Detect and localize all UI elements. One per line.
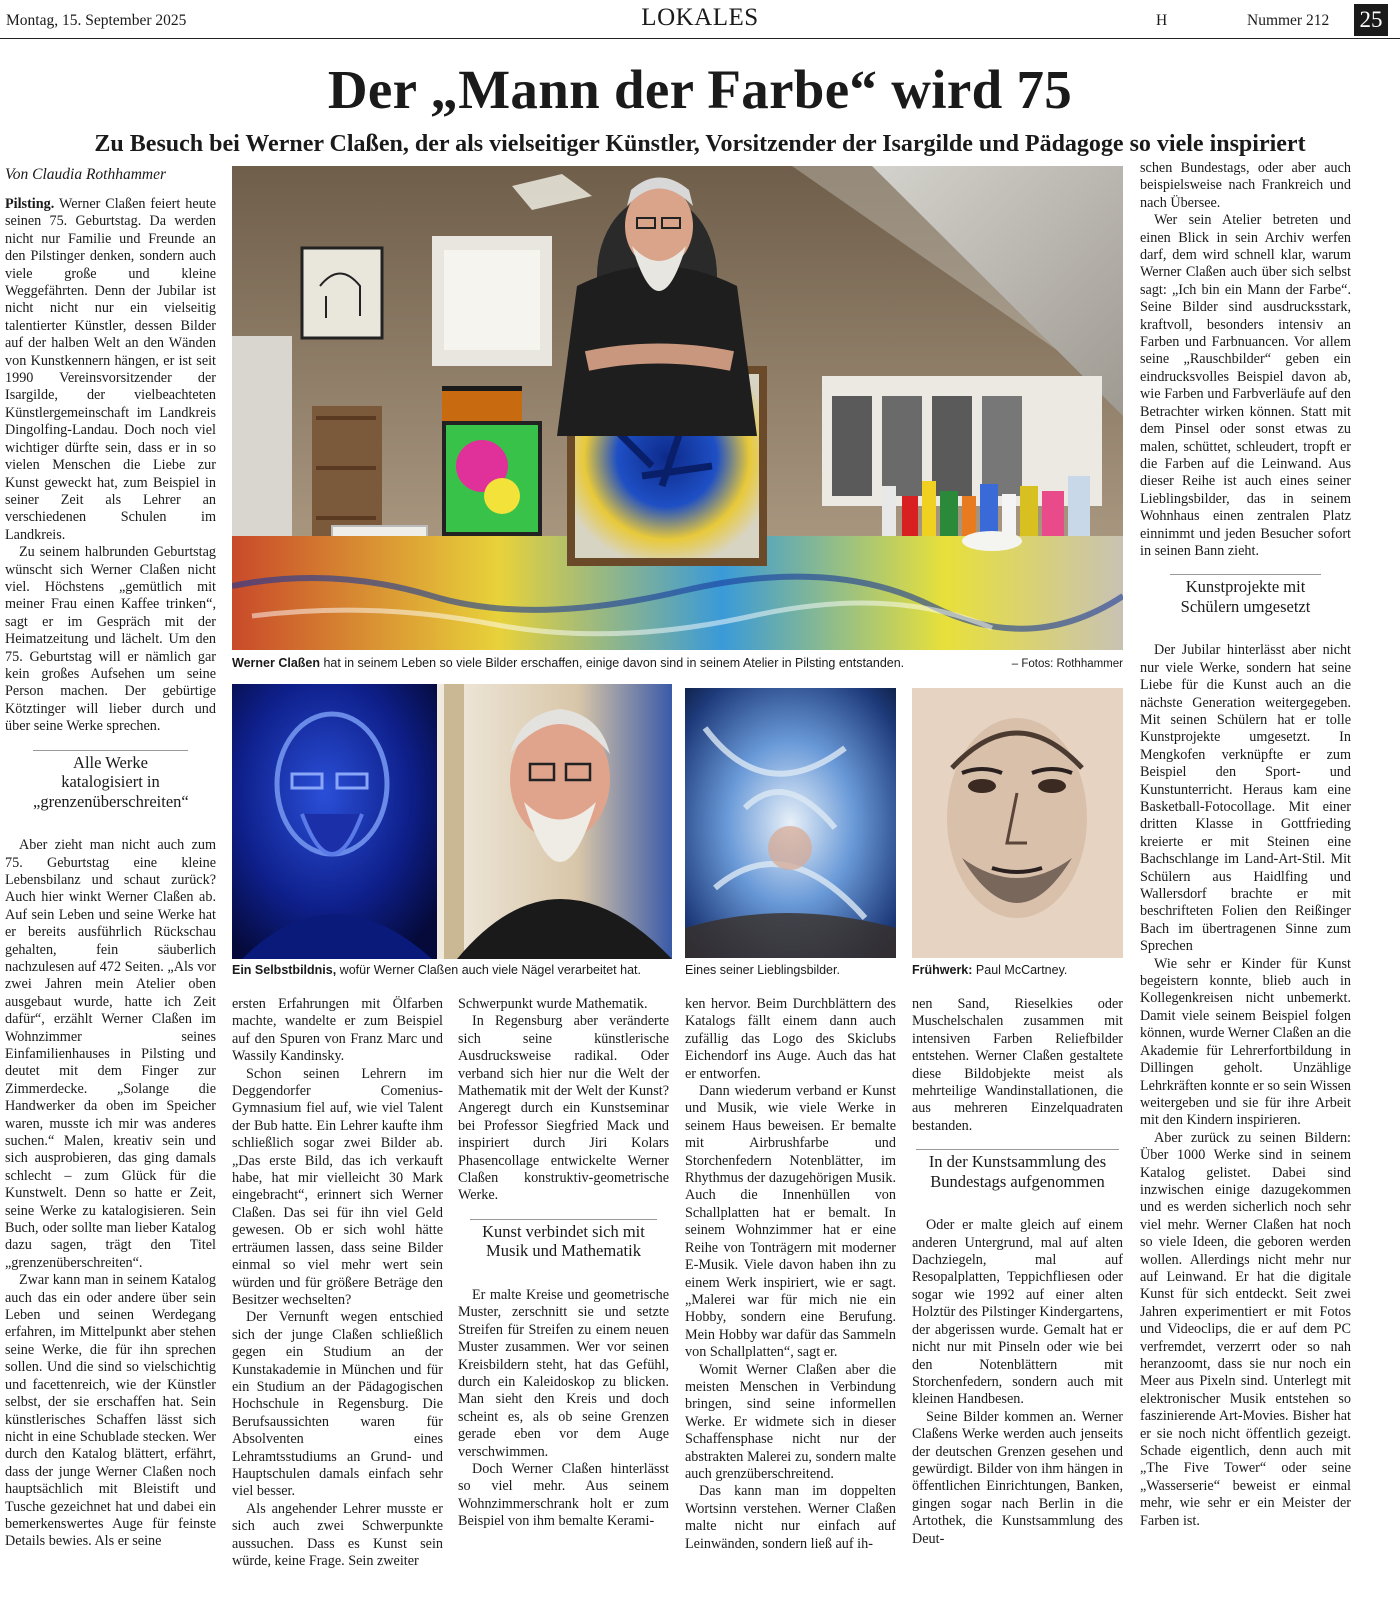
caption-text: wofür Werner Claßen auch viele Nägel verarbeitet hat. [336,963,641,977]
main-photo-studio [232,166,1123,650]
page-number-badge: 25 [1354,4,1388,36]
self-portrait-caption [232,963,677,978]
paragraph: schen Bundestags, oder aber auch beispielsweise nach Frankreich und nach Übersee. [1140,160,1351,211]
caption-bold-lead: Ein Selbstbildnis, [232,963,337,977]
paragraph: Zu seinem halbrunden Geburtstag wünscht sich Werner Claßen nicht viel. Höchstens „gemütlich mit meiner Frau einen Kaffee trinken“, sagt er im Gespräch mit der Heimatzeitung und lächelt. Um den 75. Geburtstag will er nämlich gar kein großes Aufsehen um seine Person machen. Der gebürtige Kötztinger will lieber durch und über seine Werke sprechen. [5,544,216,735]
main-photo-caption [232,656,992,671]
byline: Von Claudia Rothhammer [5,166,167,183]
paragraph: Oder er malte gleich auf einem anderen Untergrund, mal auf alten Dachziegeln, mal auf Resopalplatten, Teppichfliesen oder sogar wie 1992 auf einer alten Holztür des Pilstinger Kindergartens, der abgerissen wurde. Gemalt hat er nicht nur mit Pinseln oder wie bei den Notenblättern mit Storchenfedern, sondern auch mit kleinen Handbesen. [912,1217,1123,1408]
paragraph: Der Jubilar hinterlässt aber nicht nur viele Werke, sondern hat seine Liebe für die Kunst auch an die nächste Generation weitergegeben. Mit seinen Schülern hat er tolle Kunstprojekte umgesetzt. In Mengkofen verknüpfte er zum Beispiel den Sport- und Kunstunterricht. Heraus kam eine Basketball-Fotocollage. Mit einer dritten Klasse in Gottfrieding kreierte er mit Steinen eine Bachschlange im Land-Art-Stil. Mit Schülern aus Haidlfing und Wallersdorf brachte er mit beschrifteten Folien den Reißinger Bach im übertragenen Sinne zum Sprechen [1140,642,1351,955]
paragraph: Schwerpunkt wurde Mathematik. [458,996,648,1012]
favorite-painting-caption: Eines seiner Lieblingsbilder. [685,963,840,977]
subheading: Kunstprojekte mit Schülern umgesetzt [1170,574,1321,616]
paragraph: Wie sehr er Kinder für Kunst begeistern konnte, blieb auch in Kollegenkreisen nicht unbemerkt. Damit viele seinem Beispiel folgen können, wurde Werner Claßen an die Akademie für Lehrerfortbildung in Dillingen geholt. Unzählige Lehrkräften konnte er so sein Wissen weitergeben und sie für ihre Arbeit mit den Kindern inspirieren. [1140,955,1351,1129]
article-subheadline: Zu Besuch bei Werner Claßen, der als vielseitiger Künstler, Vorsitzender der Isargilde und Pädagoge so viele inspiriert [94,131,1306,157]
paragraph: Der Vernunft wegen entschied sich der junge Claßen schließlich gegen ein Studium an der Kunstakademie in München und für ein Studium an der Pädagogischen Hochschule in Regensburg. Die Berufsaussichten waren für Absolventen eines Lehramtsstudiums an Grund- und Hauptschulen damals einfach sehr viel besser. [232,1309,443,1500]
caption-bold-lead: Werner Claßen [232,656,320,670]
paragraph: nen Sand, Rieselkies oder Muschelschalen zusammen mit intensiven Farben Reliefbilder entstehen. Werner Claßen gestaltete diese Bildobjekte meist als mehrteilige Wandinstallationen, die aus mehreren Einzelquadraten bestanden. [912,996,1123,1134]
paragraph [5,196,216,544]
issue-number: Nummer 212 [1247,12,1330,29]
article-headline: Der „Mann der Farbe“ wird 75 [327,59,1073,120]
article-column-4 [685,996,896,1608]
photo-credit: – Fotos: Rothhammer [1011,658,1123,670]
article-column-6 [1140,160,1351,1608]
paragraph: Zwar kann man in seinem Katalog auch das ein oder andere über sein Leben und seinen Werdegang erfahren, im Mittelpunkt aber stehen seine Werke, die für ihn sprechen sollen. Und die sind so vielschichtig und facettenreich, wie der Künstler selbst, der sie erschaffen hat. Sein künstlerisches Schaffen lässt sich nicht in eine Schublade stecken. Wer durch den Katalog blättert, erfährt, dass der junge Werner Claßen noch hauptsächlich mit Bleistift und Tusche gezeichnet hat und dabei ein bemerkenswertes Auge für feinste Details bewies. Als er seine [5,1272,216,1550]
edition-letter: H [1156,12,1168,29]
early-work-caption [912,963,1127,978]
subheading: Kunst verbindet sich mit Musik und Mathematik [470,1219,657,1261]
self-portrait-photo [232,684,672,959]
article-column-5 [912,996,1123,1608]
paragraph: Womit Werner Claßen aber die meisten Menschen in Verbindung bringen, sind seine informellen Werke. Er widmete sich in dieser Schaffensphase nicht nur der abstrakten Malerei zu, sondern malte auch grenzüberschreitend. [685,1361,896,1482]
paragraph: Schon seinen Lehrern im Deggendorfer Comenius-Gymnasium fiel auf, wie viel Talent der Bub hatte. Ein Lehrer kaufte ihm schließlich sogar zwei Bilder ab. „Das erste Bild, das ich verkauft habe, hat mir vielleicht 30 Mark eingebracht“, erinnert sich Werner Claßen. Das sei für ihn viel Geld gewesen. Ob er sich wohl hätte erträumen lassen, dass seine Bilder einmal so viel mehr wert sein würden und für größere Beträge den Besitzer wechselten? [232,1065,443,1308]
paragraph: Das kann man im doppelten Wortsinn verstehen. Werner Claßen malte nicht nur einfach auf Leinwänden, sondern ließ auf ih- [685,1483,896,1552]
caption-bold-lead: Frühwerk: [912,963,973,977]
pencil-portrait-illustration [912,688,1123,958]
article-column-1 [5,196,216,1608]
paragraph: ken hervor. Beim Durchblättern des Katalogs fällt einem dann auch zufällig das Logo des Skiclubs Eichendorf ins Auge. Auch das hat er entworfen. [685,996,896,1082]
paragraph: Als angehender Lehrer musste er sich auch zwei Schwerpunkte aussuchen. Dass es Kunst sein würde, keine Frage. Sein zweiter [232,1500,443,1569]
dateline: Pilsting. [5,196,55,212]
subheading: In der Kunstsammlung des Bundestags aufgenommen [916,1149,1119,1191]
paragraph: Aber zurück zu seinen Bildern: Über 1000 Werke sind in seinem Katalog gelistet. Dabei sind inzwischen einige dazugekommen und es werden sicherlich noch sehr viel mehr. Werner Claßen hat noch so viele Ideen, die geboren werden wollen. Allerdings nicht mehr nur auf Leinwand. Er hat die digitale Kunst für sich entdeckt. Seit zwei Jahren experimentiert er mit Fotos und Videoclips, die er auf dem PC verfremdet, verzerrt oder so nah heranzoomt, dass sie nur noch ein Meer aus Pixeln sind. Unterlegt mit elektronischer Musik entstehen so faszinierende Art-Movies. Bisher hat er sie noch nicht öffentlich gezeigt. Schade eigentlich, denn auch mit „The Five Tower“ oder seine „Wasserserie“ beweist er einmal mehr, wie sehr er ein Meister der Farben ist. [1140,1129,1351,1529]
issue-date: Montag, 15. September 2025 [6,12,187,29]
abstract-painting-illustration [685,688,896,958]
paragraph: ersten Erfahrungen mit Ölfarben machte, wandelte er zum Beispiel auf den Spuren von Franz Marc und Wassily Kandinsky. [232,996,443,1065]
early-work-photo [912,688,1123,958]
paragraph: Aber zieht man nicht auch zum 75. Geburtstag eine kleine Lebensbilanz und schaut zurück? Auch hier winkt Werner Claßen ab. Auf sein Leben und seine Werke hat er bereits ausführlich Rückschau gehalten, fein säuberlich nachzulesen auf 472 Seiten. „Als vor zwei Jahren mein Atelier oben ausgebaut wurde, hatte ich Zeit dafür“, erzählt Werner Claßen im Wohnzimmer seines Einfamilienhauses in Pilsting und deutet mit dem Finger zur Zimmerdecke. „Solange die Handwerker da oben im Speicher waren, musste ich mir was anderes suchen.“ Malen, kreativ sein und sich ausprobieren, das ging damals schlecht – zum Glück für die Kunstwelt. Denn so hatte er Zeit, seine Werke zu katalogisieren. Sein Buch, oder sollte man lieber Katalog dazu sagen, trägt den Titel „grenzenüberschreiten“. [5,837,216,1271]
article-column-2 [232,996,443,1608]
studio-photo-illustration [232,166,1123,650]
paragraph: Wer sein Atelier betreten und einen Blick in sein Archiv werfen darf, dem wird schnell klar, warum Werner Claßen auch über sich selbst sagt: „Ich bin ein Mann der Farbe“. Seine Bilder sind ausdrucksstark, kraftvoll, besonders intensiv an Farben und Farbnuancen. Vor allem seine „Rauschbilder“ geben ein eindrucksvolles Beispiel davon ab, wie Farben und Farbverläufe auf den Betrachter wirken können. Statt mit dem Pinsel oder sonst etwas zu malen, schüttet, schleudert, tropft er die Farben auf die Leinwand. Aus dieser Reihe ist auch eines seiner Lieblingsbilder, das in seinem Wohnhaus einen zentralen Platz einnimmt und jeden Besucher sofort in seinen Bann zieht. [1140,212,1351,559]
caption-text: hat in seinem Leben so viele Bilder erschaffen, einige davon sind in seinem Atelier in Pilsting entstanden. [320,656,905,670]
favorite-painting-photo [685,688,896,958]
self-portrait-illustration [232,684,672,959]
paragraph: Er malte Kreise und geometrische Muster, zerschnitt sie und setzte Streifen für Streifen zu einem neuen Muster zusammen. Wer vor seinen Kreisbildern steht, hat das Gefühl, durch ein Kaleidoskop zu blicken. Man sieht den Kreis und doch scheint es, als ob seine Grenzen gerade eben vor dem Auge verschwimmen. [458,1286,669,1460]
paragraph-text: Werner Claßen feiert heute seinen 75. Geburtstag. Da werden nicht nur Familie und Freunde an den Pilstinger denken, sondern auch viele große und kleine Weggefährten. Denn der Jubilar ist nicht nicht nur ein vielseitig talentierter Künstler, dessen Bilder auf der halben Welt an den Wänden von Kunstkennern hängen, er ist seit 1990 Vereinsvorsitzender der Isargilde, der vielbeachteten Künstlergemeinschaft im Landkreis Dingolfing-Landau. Doch noch viel wichtiger dürfte sein, dass er in so vielen Menschen die Liebe zur Kunst geweckt hat, zum Beispiel in seiner Zeit als Lehrer an verschiedenen Schulen im Landkreis. [5,196,216,543]
article-column-3 [458,996,669,1608]
section-title: LOKALES [641,4,759,31]
paragraph: Seine Bilder kommen an. Werner Claßens Werke werden auch jenseits der deutschen Grenzen gesehen und gewürdigt. Bilder von ihm hängen in öffentlichen Einrichtungen, Banken, gingen sogar nach Berlin in die Artothek, die Kunstsammlung des Deut- [912,1408,1123,1547]
paragraph: Doch Werner Claßen hinterlässt so viel mehr. Aus seinem Wohnzimmerschrank holt er zum Beispiel von ihm bemalte Kerami- [458,1460,669,1530]
caption-text: Paul McCartney. [972,963,1068,977]
paragraph: Dann wiederum verband er Kunst und Musik, wie viele Werke in seinem Haus beweisen. Er bemalte mit Airbrushfarbe und Storchenfedern Notenblätter, im Rhythmus der dazugehörigen Musik. Auch die Innenhüllen von Schallplatten hat er bemalt. In seinem Wohnzimmer hat er eine Reihe von Tonträgern mit moderner E-Musik. Viele davon haben ihn zu einem Werk inspiriert, wie er sagt. „Malerei war für mich nie ein Hobby, sondern eine Berufung. Mein Hobby war dafür das Sammeln von Schallplatten“, sagt er. [685,1083,896,1361]
paragraph: In Regensburg aber veränderte sich seine künstlerische Ausdrucksweise radikal. Oder verband sich hier nur die Welt der Mathematik mit der Welt der Kunst? Angeregt durch ein Kunstseminar bei Professor Siegfried Mack und inspiriert durch Jiri Kolars Phasencollage entwickelte Werner Claßen konstruktiv-geometrische Werke. [458,1013,669,1204]
subheading: Alle Werke katalogisiert in „grenzenüberschreiten“ [33,750,188,812]
